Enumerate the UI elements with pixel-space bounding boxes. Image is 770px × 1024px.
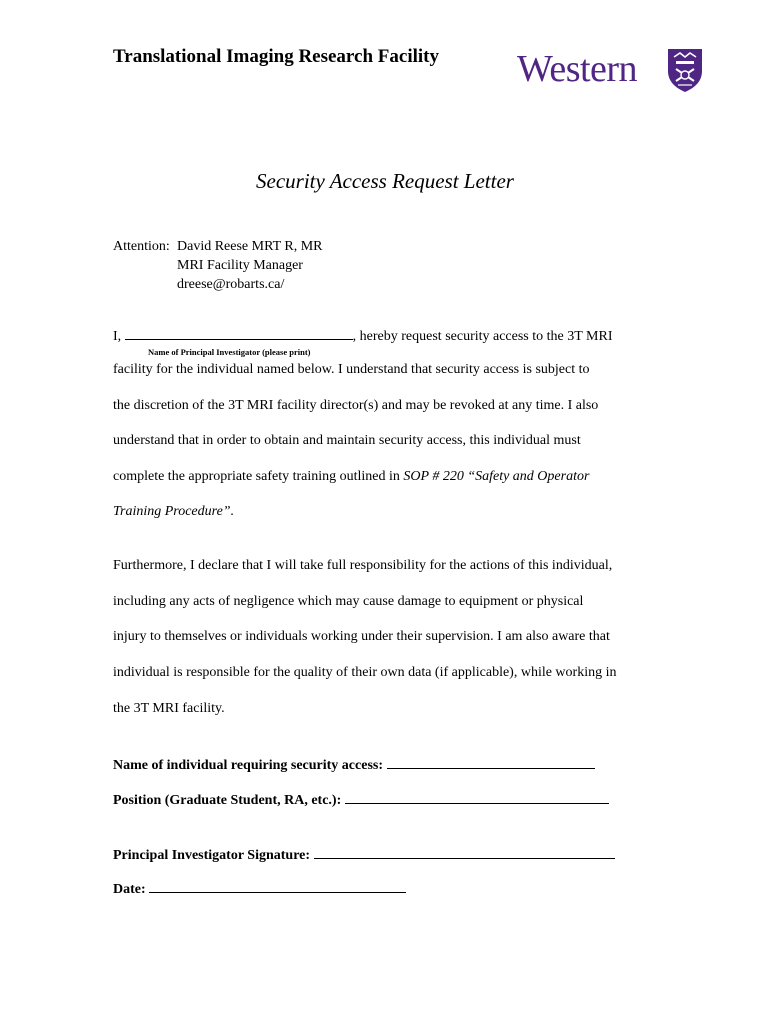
sop-reference: SOP # 220 “Safety and Operator (403, 469, 590, 484)
paragraph-line: understand that in order to obtain and maintain security access, this individual must (113, 433, 581, 448)
position-blank[interactable] (345, 790, 609, 804)
pi-name-blank[interactable] (125, 325, 353, 340)
pi-signature-label: Principal Investigator Signature: (113, 848, 311, 863)
paragraph-line: individual is responsible for the quality of their own data (if applicable), while working in (113, 665, 617, 680)
attention-line: David Reese MRT R, MR (177, 239, 323, 254)
document-title: Security Access Request Letter (256, 169, 514, 193)
shield-crest-icon (666, 47, 704, 93)
individual-name-blank[interactable] (387, 755, 595, 769)
individual-name-field (113, 755, 595, 774)
paragraph-line: Furthermore, I declare that I will take full responsibility for the actions of this individual, (113, 558, 613, 573)
paragraph-text: complete the appropriate safety training outlined in (113, 469, 404, 484)
pi-signature-field (113, 845, 615, 864)
attention-line: dreese@robarts.ca/ (177, 277, 285, 292)
paragraph-line: the 3T MRI facility. (113, 701, 225, 716)
request-suffix: , hereby request security access to the 3T MRI (352, 329, 613, 344)
individual-name-label: Name of individual requiring security access: (113, 758, 384, 773)
date-label: Date: (113, 882, 146, 897)
paragraph-line: injury to themselves or individuals working under their supervision. I am also aware that (113, 629, 610, 644)
date-blank[interactable] (149, 879, 406, 893)
paragraph-line (113, 469, 589, 485)
position-field (113, 790, 609, 809)
logo-wordmark: Western (517, 48, 638, 90)
paragraph-line: facility for the individual named below. I understand that security access is subject to (113, 362, 590, 377)
attention-label: Attention: (113, 239, 170, 254)
facility-name: Translational Imaging Research Facility (113, 46, 439, 67)
pi-signature-blank[interactable] (314, 845, 615, 859)
request-line (113, 325, 613, 345)
attention-line: MRI Facility Manager (177, 258, 303, 273)
western-logo (517, 46, 707, 96)
sop-reference-cont: Training Procedure”. (113, 504, 235, 519)
position-label: Position (Graduate Student, RA, etc.): (113, 793, 342, 808)
request-prefix: I, (113, 329, 125, 344)
paragraph-line: the discretion of the 3T MRI facility director(s) and may be revoked at any time. I also (113, 398, 599, 413)
paragraph-line: including any acts of negligence which may cause damage to equipment or physical (113, 594, 584, 609)
pi-name-note: Name of Principal Investigator (please print) (148, 347, 311, 357)
date-field (113, 879, 406, 898)
